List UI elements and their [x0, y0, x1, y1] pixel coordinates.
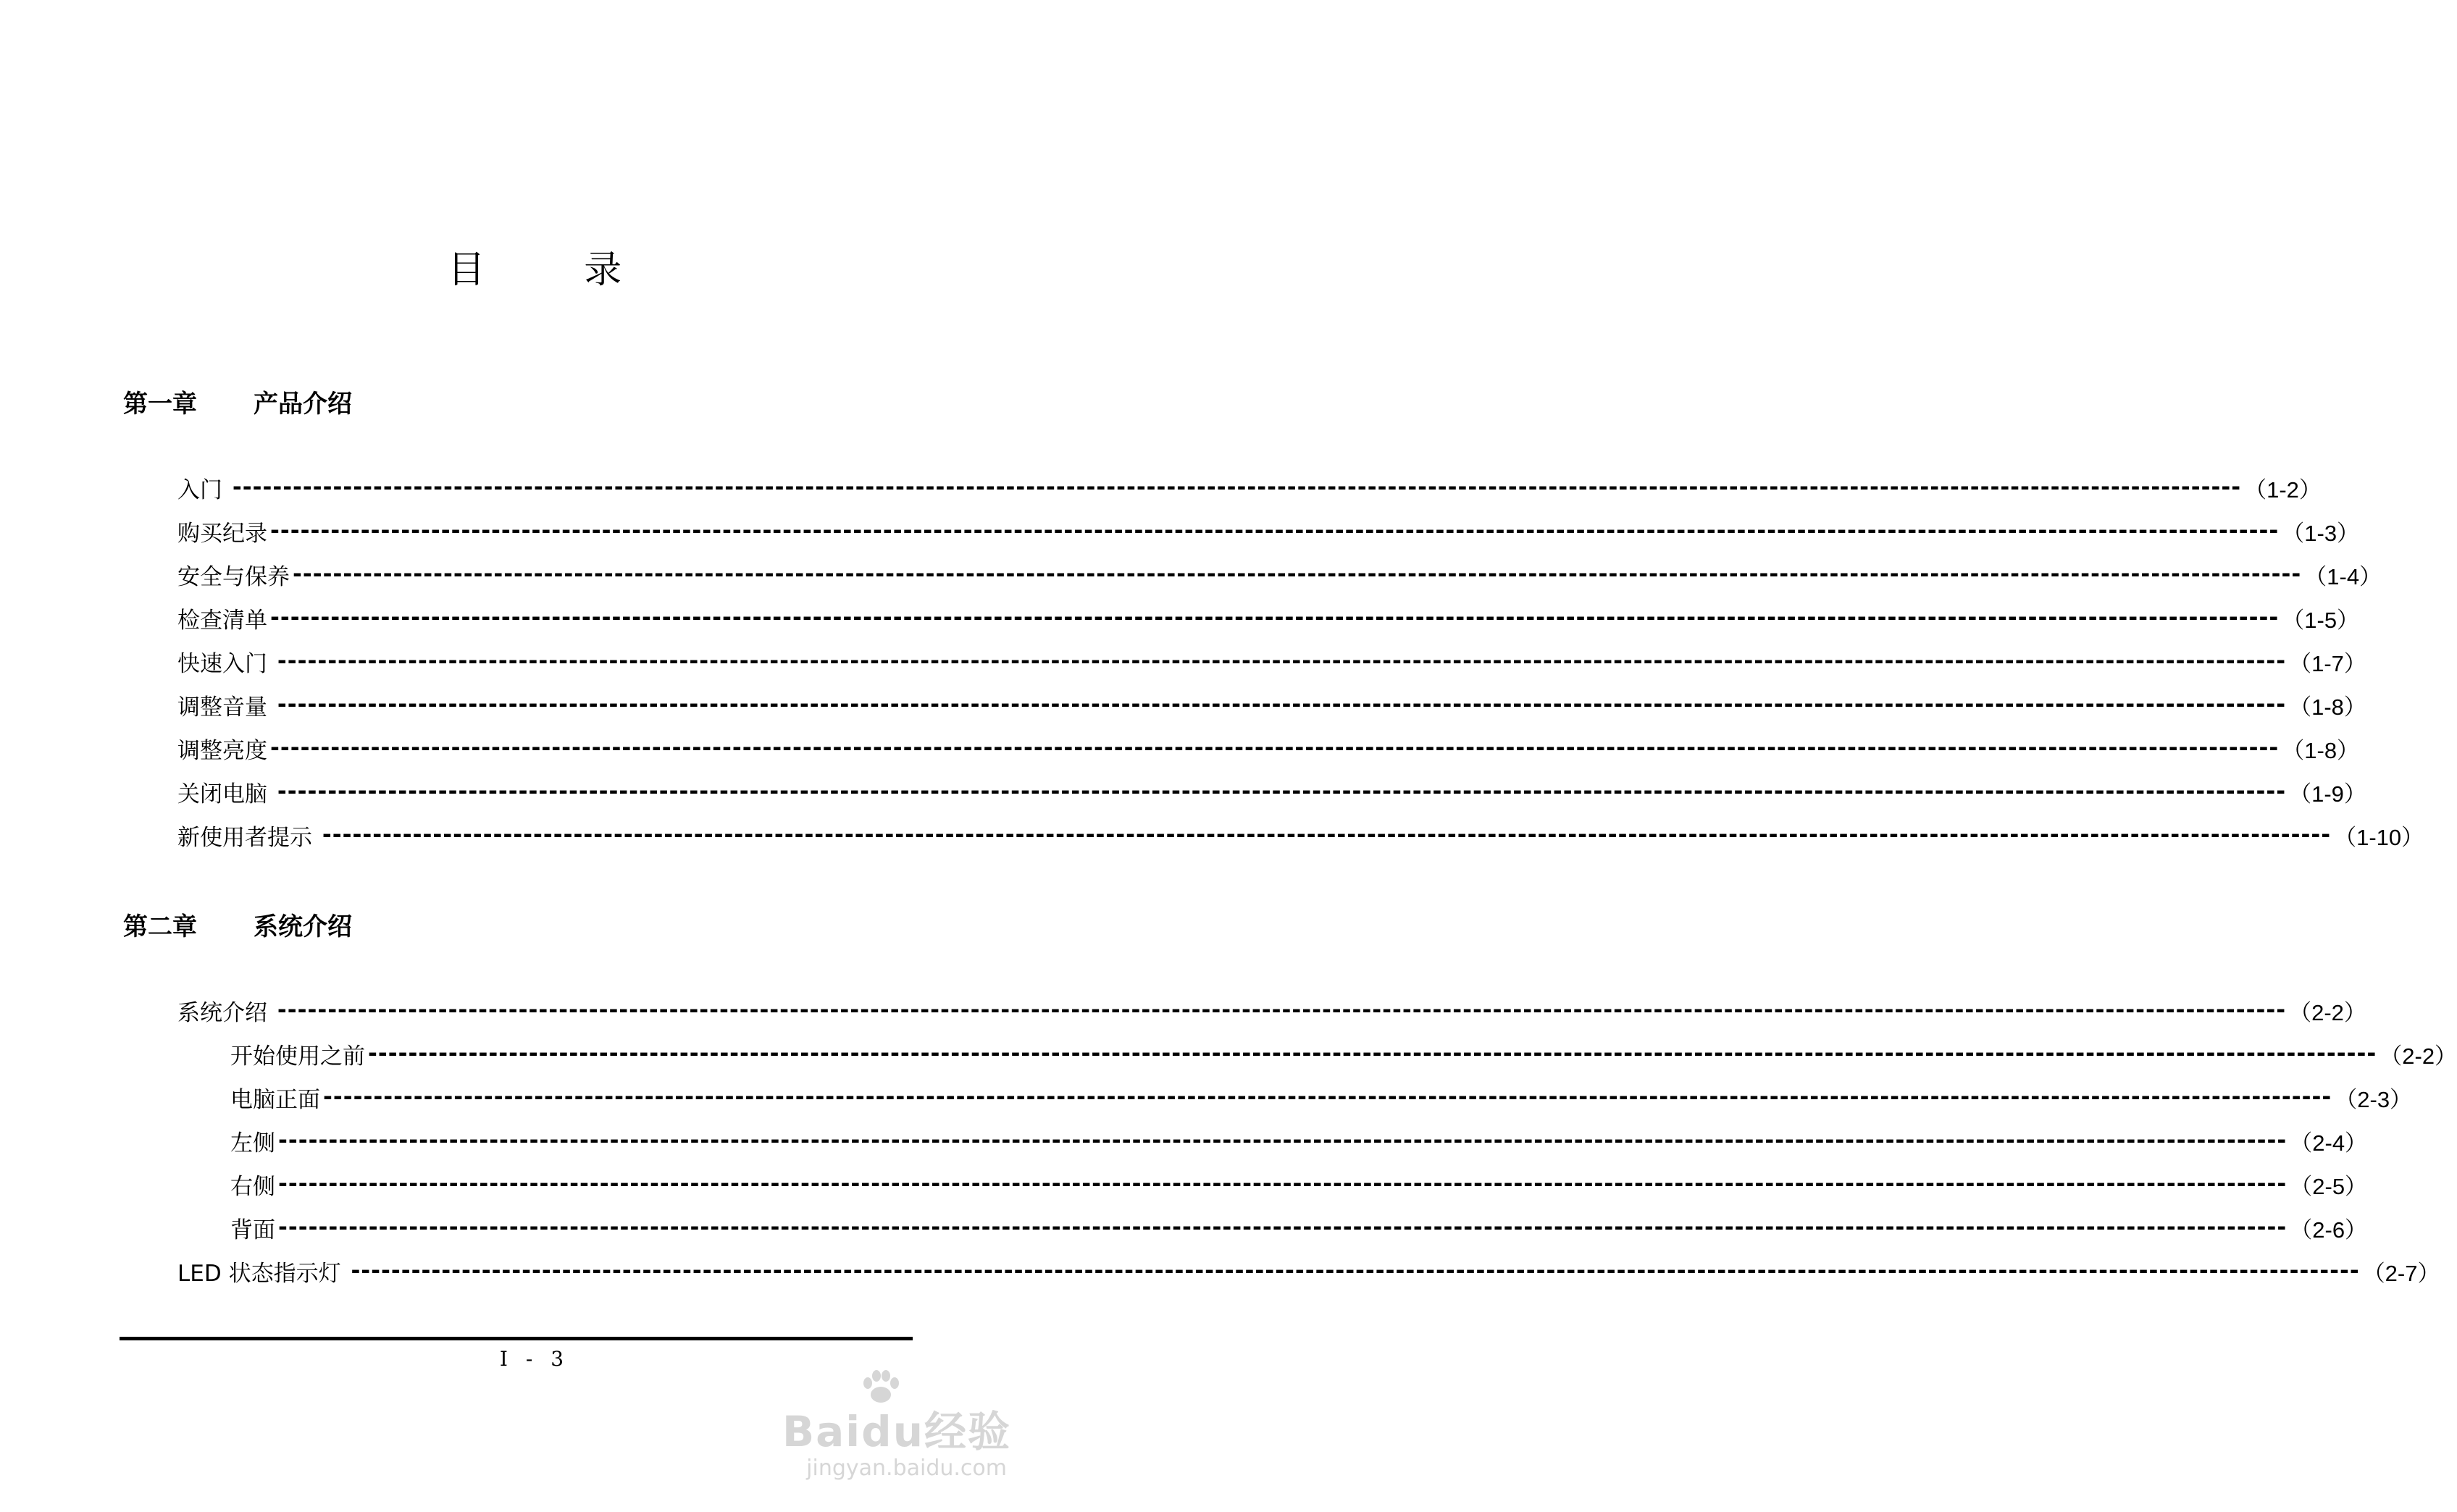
toc-leader-dashes: -------------------------------------------------------------------------------------------------------------------------------------------------------------------------------------------------------- [278, 1127, 2288, 1154]
toc-entry-label: 安全与保养 [177, 563, 290, 590]
watermark [772, 1369, 1011, 1481]
toc-leader-dashes: -------------------------------------------------------------------------------------------------------------------------------------------------------------------------------------------------------- [270, 735, 2280, 761]
toc-entry-label: 调整亮度 [177, 737, 267, 764]
toc-entry-label: 左侧 [230, 1130, 275, 1156]
toc-entry-page: （2-4） [2290, 1130, 2368, 1156]
toc-entry-label: 快速入门 [177, 650, 275, 677]
toc-entry-page: （2-3） [2335, 1086, 2413, 1112]
toc-leader-dashes: -------------------------------------------------------------------------------------------------------------------------------------------------------------------------------------------------------- [278, 1214, 2288, 1240]
toc-entry-label: 电脑正面 [230, 1086, 320, 1113]
chapter-number: 第一章 [123, 390, 197, 419]
toc-entry[interactable] [177, 643, 2366, 679]
toc-entry-label: 背面 [230, 1217, 275, 1243]
watermark-url: jingyan.baidu.com [806, 1456, 1007, 1481]
toc-entry-label: LED 状态指示灯 [177, 1260, 348, 1287]
toc-leader-dashes: -------------------------------------------------------------------------------------------------------------------------------------------------------------------------------------------------------- [278, 1171, 2288, 1197]
toc-leader-dashes: -------------------------------------------------------------------------------------------------------------------------------------------------------------------------------------------------------- [368, 1041, 2377, 1067]
toc-entry-label: 右侧 [230, 1173, 275, 1200]
toc-entry-page: （2-2） [2379, 1043, 2457, 1069]
toc-leader-dashes: -------------------------------------------------------------------------------------------------------------------------------------------------------------------------------------------------------- [277, 778, 2287, 805]
toc-leader-dashes: -------------------------------------------------------------------------------------------------------------------------------------------------------------------------------------------------------- [270, 518, 2280, 544]
toc-entry-page: （1-10） [2334, 824, 2424, 850]
toc-entry-page: （1-8） [2282, 737, 2360, 763]
toc-entry-page: （1-3） [2282, 520, 2360, 546]
toc-entry-page: （1-4） [2304, 563, 2382, 589]
toc-leader-dashes: -------------------------------------------------------------------------------------------------------------------------------------------------------------------------------------------------------- [293, 561, 2302, 587]
toc-entry[interactable] [177, 469, 2322, 505]
toc-entry[interactable] [177, 600, 2360, 636]
page-number: I - 3 [499, 1347, 570, 1371]
chapter-heading [123, 384, 352, 419]
toc-entry[interactable] [177, 556, 2382, 592]
toc-entry[interactable] [230, 1036, 2457, 1072]
toc-leader-dashes: -------------------------------------------------------------------------------------------------------------------------------------------------------------------------------------------------------- [277, 692, 2287, 718]
toc-entry[interactable] [177, 817, 2424, 853]
toc-entry[interactable] [177, 773, 2366, 810]
chapter-name: 产品介绍 [254, 390, 352, 419]
toc-leader-dashes: -------------------------------------------------------------------------------------------------------------------------------------------------------------------------------------------------------- [322, 822, 2332, 848]
chapter-heading [123, 907, 352, 942]
toc-entry-label: 开始使用之前 [230, 1043, 365, 1070]
toc-entry[interactable] [230, 1122, 2368, 1159]
toc-leader-dashes: -------------------------------------------------------------------------------------------------------------------------------------------------------------------------------------------------------- [277, 997, 2287, 1023]
toc-entry-page: （2-5） [2290, 1173, 2368, 1199]
toc-entry-page: （2-6） [2290, 1217, 2368, 1243]
toc-entry-page: （2-7） [2362, 1260, 2440, 1286]
toc-entry-page: （1-8） [2289, 694, 2366, 720]
toc-entry-label: 关闭电脑 [177, 781, 275, 807]
footer-rule [120, 1337, 913, 1340]
toc-entry-label: 系统介绍 [177, 999, 275, 1026]
chapter-number: 第二章 [123, 912, 197, 941]
toc-entry[interactable] [230, 1079, 2413, 1115]
toc-entry[interactable] [177, 730, 2360, 766]
toc-entry-label: 检查清单 [177, 607, 267, 634]
toc-entry[interactable] [230, 1166, 2368, 1202]
toc-leader-dashes: -------------------------------------------------------------------------------------------------------------------------------------------------------------------------------------------------------- [270, 605, 2280, 631]
toc-entry-label: 入门 [177, 476, 230, 503]
page-title: 目 录 [447, 248, 666, 292]
toc-entry[interactable] [177, 992, 2366, 1028]
toc-entry-page: （1-2） [2244, 476, 2322, 503]
toc-entry[interactable] [177, 513, 2360, 549]
toc-leader-dashes: -------------------------------------------------------------------------------------------------------------------------------------------------------------------------------------------------------- [323, 1084, 2332, 1110]
toc-entry[interactable] [230, 1209, 2368, 1246]
toc-entry-label: 新使用者提示 [177, 824, 319, 851]
toc-entry-page: （1-7） [2289, 650, 2366, 676]
toc-leader-dashes: -------------------------------------------------------------------------------------------------------------------------------------------------------------------------------------------------------- [232, 474, 2242, 500]
toc-entry-page: （2-2） [2289, 999, 2366, 1025]
toc-entry-page: （1-9） [2289, 781, 2366, 807]
watermark-brand: Baidu经验 [782, 1407, 1011, 1456]
toc-leader-dashes: -------------------------------------------------------------------------------------------------------------------------------------------------------------------------------------------------------- [277, 648, 2287, 674]
toc-entry[interactable] [177, 686, 2366, 723]
chapter-name: 系统介绍 [254, 912, 352, 941]
toc-entry[interactable] [177, 1253, 2440, 1289]
toc-leader-dashes: -------------------------------------------------------------------------------------------------------------------------------------------------------------------------------------------------------- [351, 1258, 2360, 1284]
toc-entry-label: 调整音量 [177, 694, 275, 721]
toc-entry-page: （1-5） [2282, 607, 2360, 633]
toc-entry-label: 购买纪录 [177, 520, 267, 547]
